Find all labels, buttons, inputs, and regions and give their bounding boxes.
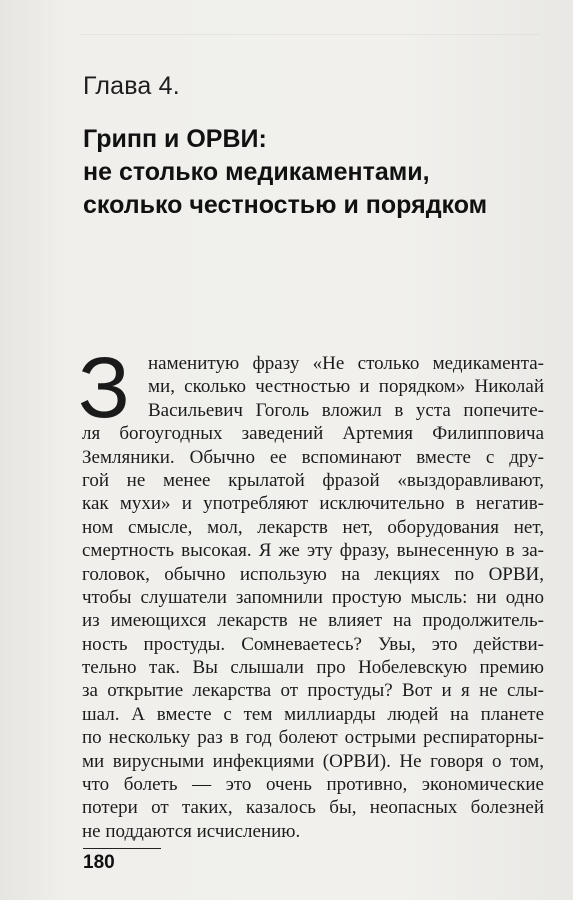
page-number: 180 bbox=[83, 852, 115, 873]
bleed-through-running-header bbox=[80, 24, 540, 35]
text-line: наменитую фразу «Не столько медикамента- bbox=[148, 353, 544, 374]
text-line: шал. А вместе с тем миллиарды людей на планете bbox=[82, 703, 544, 725]
text-line: из имеющихся лекарств не влияет на продолжитель- bbox=[82, 610, 544, 632]
text-line: смертность высокая. Я же эту фразу, вынесенную в за- bbox=[82, 540, 544, 562]
text-line: головок, обычно использую на лекциях по ОРВИ, bbox=[82, 563, 544, 585]
text-line: что болеть — это очень противно, экономические bbox=[82, 774, 544, 796]
text-line: Васильевич Гоголь вложил в уста попечите- bbox=[148, 399, 544, 421]
text-line: ми вирусными инфекциями (ОРВИ). Не говоря о том, bbox=[82, 750, 544, 772]
text-line: ми, сколько честностью и порядком» Николай bbox=[148, 376, 544, 398]
chapter-title-line: Грипп и ОРВИ: bbox=[83, 125, 267, 153]
body-paragraph bbox=[82, 352, 544, 843]
chapter-title bbox=[83, 123, 553, 222]
text-line: ном смысле, мол, лекарств нет, оборудования нет, bbox=[82, 516, 544, 538]
text-line: потери от таких, казалось бы, неопасных болезней bbox=[82, 797, 544, 819]
text-line: чтобы слушатели запомнили простую мысль: ни одно bbox=[82, 586, 544, 608]
text-line: тельно так. Вы слышали про Нобелевскую премию bbox=[82, 657, 544, 679]
footer-rule bbox=[83, 848, 161, 849]
text-line: гой не менее крылатой фразой «выздоравливают, bbox=[82, 469, 544, 491]
text-line: ля богоугодных заведений Артемия Филипповича bbox=[82, 423, 544, 445]
text-line: Земляники. Обычно ее вспоминают вместе с дру- bbox=[82, 446, 544, 468]
text-line: как мухи» и употребляют исключительно в негатив- bbox=[82, 493, 544, 515]
text-line: ность простуды. Сомневаетесь? Увы, это действи- bbox=[82, 633, 544, 655]
chapter-title-line: не столько медикаментами, bbox=[83, 158, 430, 186]
drop-cap: З bbox=[78, 340, 130, 436]
text-line: не поддаются исчислению. bbox=[82, 820, 301, 842]
chapter-title-line: сколько честностью и порядком bbox=[83, 191, 488, 219]
chapter-label: Глава 4. bbox=[83, 72, 180, 100]
text-line: за открытие лекарства от простуды? Вот и я не слы- bbox=[82, 680, 544, 702]
text-line: по нескольку раз в год болеют острыми респираторны- bbox=[82, 727, 544, 749]
